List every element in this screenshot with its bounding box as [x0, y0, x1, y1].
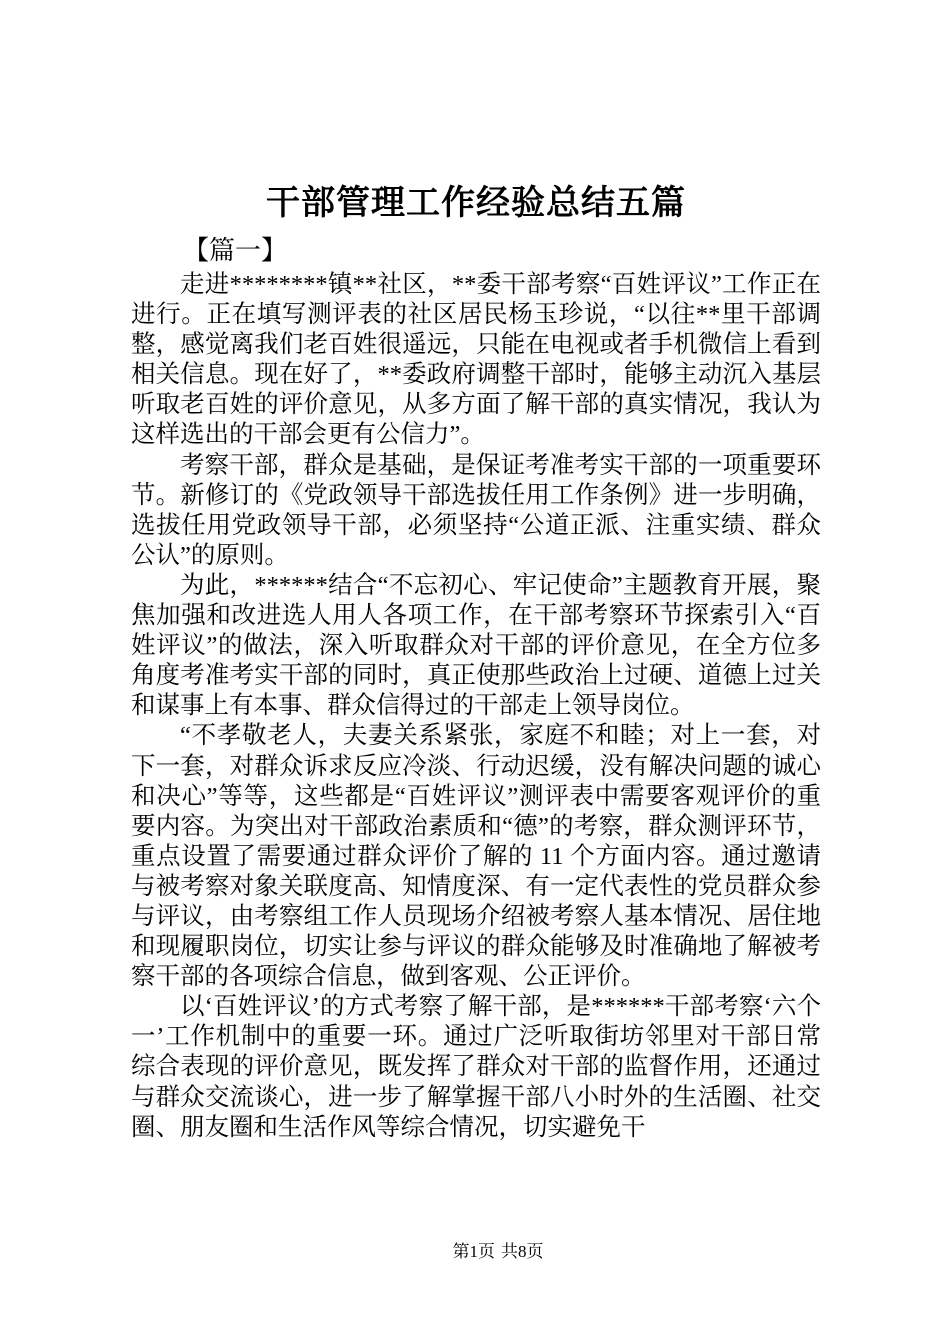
body-paragraph-5: 以‘百姓评议’的方式考察了解干部，是******干部考察‘六个一’工作机制中的重要一环。通过广泛听取街坊邻里对干部日常综合表现的评价意见，既发挥了群众对干部的监督作用，还通过与群众交流谈心，进一步了解掌握干部八小时外的生活圈、社交圈、朋友圈和生活作风等综合情况，切实避免干: [131, 993, 821, 1141]
body-paragraph-4: “不孝敬老人，夫妻关系紧张，家庭不和睦；对上一套，对下一套，对群众诉求反应冷淡、行动迟缓，没有解决问题的诚心和决心”等等，这些都是“百姓评议”测评表中需要客观评价的重要内容。为突出对干部政治素质和“德”的考察，群众测评环节，重点设置了需要通过群众评价了解的 11 个方面内容。通过邀请与被考察对象关联度高、知情度深、有一定代表性的党员群众参与评议，由考察组工作人员现场介绍被考察人基本情况、居住地和现履职岗位，切实让参与评议的群众能够及时准确地了解被考察干部的各项综合信息，做到客观、公正评价。: [131, 722, 821, 991]
page-number-current: 第1页: [452, 1242, 495, 1261]
body-paragraph-1: 走进********镇**社区，**委干部考察“百姓评议”工作正在进行。正在填写测评表的社区居民杨玉珍说，“以往**里干部调整，感觉离我们老百姓很遥远，只能在电视或者手机微信上看到相关信息。现在好了，**委政府调整干部时，能够主动沉入基层听取老百姓的评价意见，从多方面了解干部的真实情况，我认为这样选出的干部会更有公信力”。: [131, 271, 821, 449]
document-title: 干部管理工作经验总结五篇: [266, 185, 686, 222]
document-content: [131, 181, 821, 1143]
section-marker: 【篇一】: [183, 236, 288, 265]
body-paragraph-3: 为此，******结合“不忘初心、牢记使命”主题教育开展，聚焦加强和改进选人用人各项工作，在干部考察环节探索引入“百姓评议”的做法，深入听取群众对干部的评价意见，在全方位多角度考准考实干部的同时，真正使那些政治上过硬、道德上过关和谋事上有本事、群众信得过的干部走上领导岗位。: [131, 571, 821, 720]
body-paragraph-2: 考察干部，群众是基础，是保证考准考实干部的一项重要环节。新修订的《党政领导干部选拔任用工作条例》进一步明确，选拔任用党政领导干部，必须坚持“公道正派、注重实绩、群众公认”的原则。: [131, 451, 821, 569]
page-number-total: 共8页: [501, 1242, 544, 1261]
page-footer: [46, 1241, 950, 1263]
